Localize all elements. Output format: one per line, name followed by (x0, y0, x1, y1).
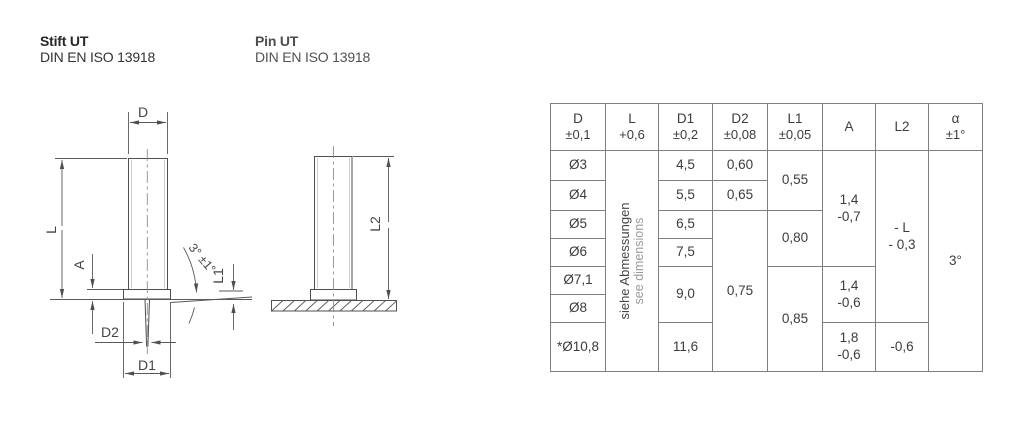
shaft-outline (129, 159, 168, 290)
cell-d2: 0,65 (713, 181, 768, 211)
cell-d: Ø4 (551, 181, 606, 211)
cell-d: Ø5 (551, 211, 606, 239)
col-header-D1: D1 ±0,2 (659, 104, 713, 151)
cell-d: Ø7,1 (551, 267, 606, 295)
dim-L2 (353, 157, 394, 300)
dim-label-D1: D1 (138, 357, 156, 373)
table-header-row (551, 104, 983, 151)
cell-d1: 4,5 (659, 151, 713, 181)
dim-A (71, 254, 123, 334)
angle-arc-lower (189, 308, 195, 324)
cell-alpha: 3° (929, 151, 983, 372)
col-header-D: D ±0,1 (551, 104, 606, 151)
cell-d1: 7,5 (659, 239, 713, 267)
cell-d1: 6,5 (659, 211, 713, 239)
cell-d2: 0,60 (713, 151, 768, 181)
plate-hatching (272, 301, 397, 312)
dimension-table (550, 103, 983, 372)
cell-d1: 11,6 (659, 323, 713, 372)
cell-d: Ø3 (551, 151, 606, 181)
product-name-de: Stift UT (40, 33, 89, 49)
cell-d: *Ø10,8 (551, 323, 606, 372)
l-note-english: see dimensions (632, 217, 646, 305)
col-header-L: L +0,6 (606, 104, 659, 151)
table-row (551, 151, 983, 181)
standard-number-en: DIN EN ISO 13918 (255, 49, 371, 65)
col-header-L2: L2 (876, 104, 929, 151)
product-name-en: Pin UT (255, 33, 299, 49)
dim-label-D2: D2 (101, 324, 119, 340)
col-header-L1: L1 ±0,05 (768, 104, 823, 151)
cell-d1: 5,5 (659, 181, 713, 211)
cell-l-note (606, 151, 659, 372)
dim-label-D: D (137, 104, 149, 120)
l-note-german: siehe Abmessungen (617, 202, 632, 320)
cell-d: Ø6 (551, 239, 606, 267)
col-header-A: A (823, 104, 876, 151)
dim-D2 (95, 324, 176, 343)
cell-l2: -0,6 (876, 323, 929, 372)
cell-d2: 0,75 (713, 211, 768, 372)
dim-L1 (210, 264, 243, 330)
cell-a: 1,4 -0,6 (823, 267, 876, 323)
cell-a: 1,4 -0,7 (823, 151, 876, 267)
col-header-alpha: α ±1° (929, 104, 983, 151)
stud-welded-view (272, 146, 397, 326)
cell-l1: 0,85 (768, 267, 823, 372)
dim-label-A: A (71, 260, 87, 270)
dim-label-L1: L1 (210, 268, 226, 284)
cell-a: 1,8 -0,6 (823, 323, 876, 372)
dim-label-L2: L2 (367, 216, 383, 232)
cell-l1: 0,80 (768, 211, 823, 267)
dim-D (129, 104, 168, 154)
cell-d: Ø8 (551, 295, 606, 323)
col-header-D2: D2 ±0,08 (713, 104, 768, 151)
cell-l1: 0,55 (768, 151, 823, 211)
stud-front-view (43, 104, 252, 378)
standard-number-de: DIN EN ISO 13918 (40, 49, 156, 65)
dim-label-angle: 3° ±1° (185, 240, 219, 277)
cell-l2: - L - 0,3 (876, 151, 929, 323)
cell-d1: 9,0 (659, 267, 713, 323)
dim-label-L: L (43, 226, 59, 234)
